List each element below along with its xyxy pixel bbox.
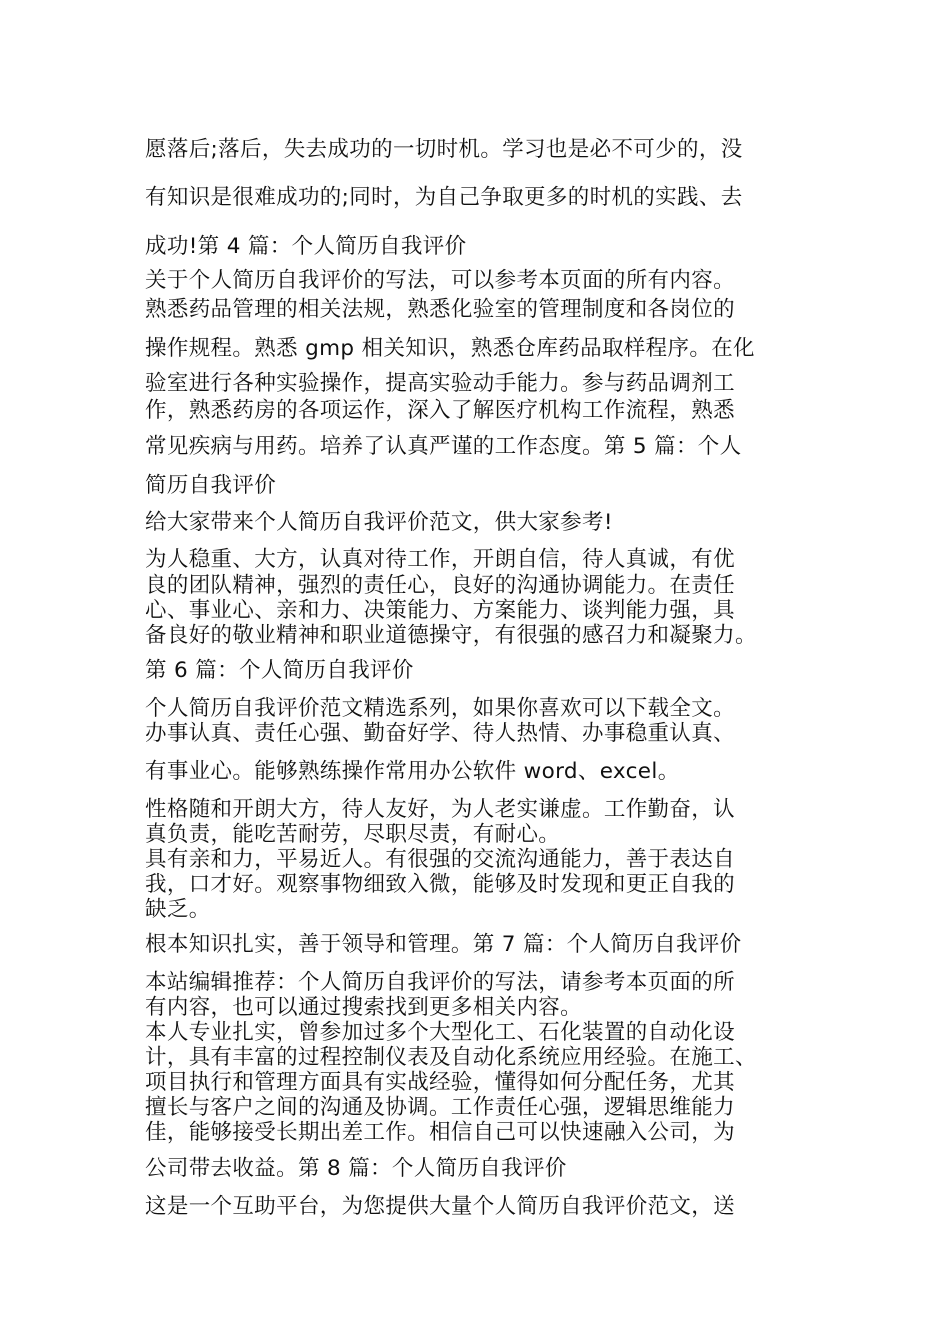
section-heading-8: 公司带去收益。第 8 篇：个人简历自我评价 xyxy=(145,1156,567,1181)
text-line: 本人专业扎实，曾参加过多个大型化工、石化装置的自动化设 xyxy=(145,1020,735,1045)
text-line: 佳，能够接受长期出差工作。相信自己可以快速融入公司，为 xyxy=(145,1120,735,1145)
text-line: 为人稳重、大方，认真对待工作，开朗自信，待人真诚，有优 xyxy=(145,547,735,572)
text-line: 关于个人简历自我评价的写法，可以参考本页面的所有内容。 xyxy=(145,268,735,293)
text-line: 愿落后;落后，失去成功的一切时机。学习也是必不可少的，没 xyxy=(145,137,743,162)
text-line: 心、事业心、亲和力、决策能力、方案能力、谈判能力强，具 xyxy=(145,598,735,623)
text-line: 常见疾病与用药。培养了认真严谨的工作态度。第 5 篇：个人 xyxy=(145,434,742,459)
section-heading-7: 根本知识扎实，善于领导和管理。第 7 篇：个人简历自我评价 xyxy=(145,932,742,957)
text-line: 擅长与客户之间的沟通及协调。工作责任心强，逻辑思维能力 xyxy=(145,1095,735,1120)
text-line: 真负责，能吃苦耐劳，尽职尽责，有耐心。 xyxy=(145,822,561,847)
text-line: 办事认真、责任心强、勤奋好学、待人热情、办事稳重认真、 xyxy=(145,721,735,746)
text-line: 有内容，也可以通过搜索找到更多相关内容。 xyxy=(145,995,583,1020)
text-line: 项目执行和管理方面具有实战经验，懂得如何分配任务，尤其 xyxy=(145,1070,735,1095)
text-line: 具有亲和力，平易近人。有很强的交流沟通能力，善于表达自 xyxy=(145,847,735,872)
text-line: 验室进行各种实验操作，提高实验动手能力。参与药品调剂工 xyxy=(145,371,735,396)
text-line: 有事业心。能够熟练操作常用办公软件 word、excel。 xyxy=(145,759,680,784)
section-heading-6: 第 6 篇：个人简历自我评价 xyxy=(145,658,414,683)
text-line: 计，具有丰富的过程控制仪表及自动化系统应用经验。在施工、 xyxy=(145,1045,757,1070)
text-line: 良的团队精神，强烈的责任心，良好的沟通协调能力。在责任 xyxy=(145,573,735,598)
section-heading-5: 简历自我评价 xyxy=(145,473,277,498)
section-heading-4: 成功!第 4 篇：个人简历自我评价 xyxy=(145,234,467,259)
text-line: 本站编辑推荐：个人简历自我评价的写法，请参考本页面的所 xyxy=(145,970,735,995)
text-line: 这是一个互助平台，为您提供大量个人简历自我评价范文，送 xyxy=(145,1194,735,1219)
text-line: 我，口才好。观察事物细致入微，能够及时发现和更正自我的 xyxy=(145,872,735,897)
text-line: 熟悉药品管理的相关法规，熟悉化验室的管理制度和各岗位的 xyxy=(145,297,735,322)
text-line: 个人简历自我评价范文精选系列，如果你喜欢可以下载全文。 xyxy=(145,696,735,721)
text-line: 备良好的敬业精神和职业道德操守，有很强的感召力和凝聚力。 xyxy=(145,623,757,648)
text-line: 性格随和开朗大方，待人友好，为人老实谦虚。工作勤奋，认 xyxy=(145,797,735,822)
text-line: 作，熟悉药房的各项运作，深入了解医疗机构工作流程，熟悉 xyxy=(145,398,735,423)
text-line: 操作规程。熟悉 gmp 相关知识，熟悉仓库药品取样程序。在化 xyxy=(145,336,755,361)
text-line: 有知识是很难成功的;同时，为自己争取更多的时机的实践、去 xyxy=(145,185,743,210)
text-line: 缺乏。 xyxy=(145,897,211,922)
text-line: 给大家带来个人简历自我评价范文，供大家参考! xyxy=(145,510,613,535)
